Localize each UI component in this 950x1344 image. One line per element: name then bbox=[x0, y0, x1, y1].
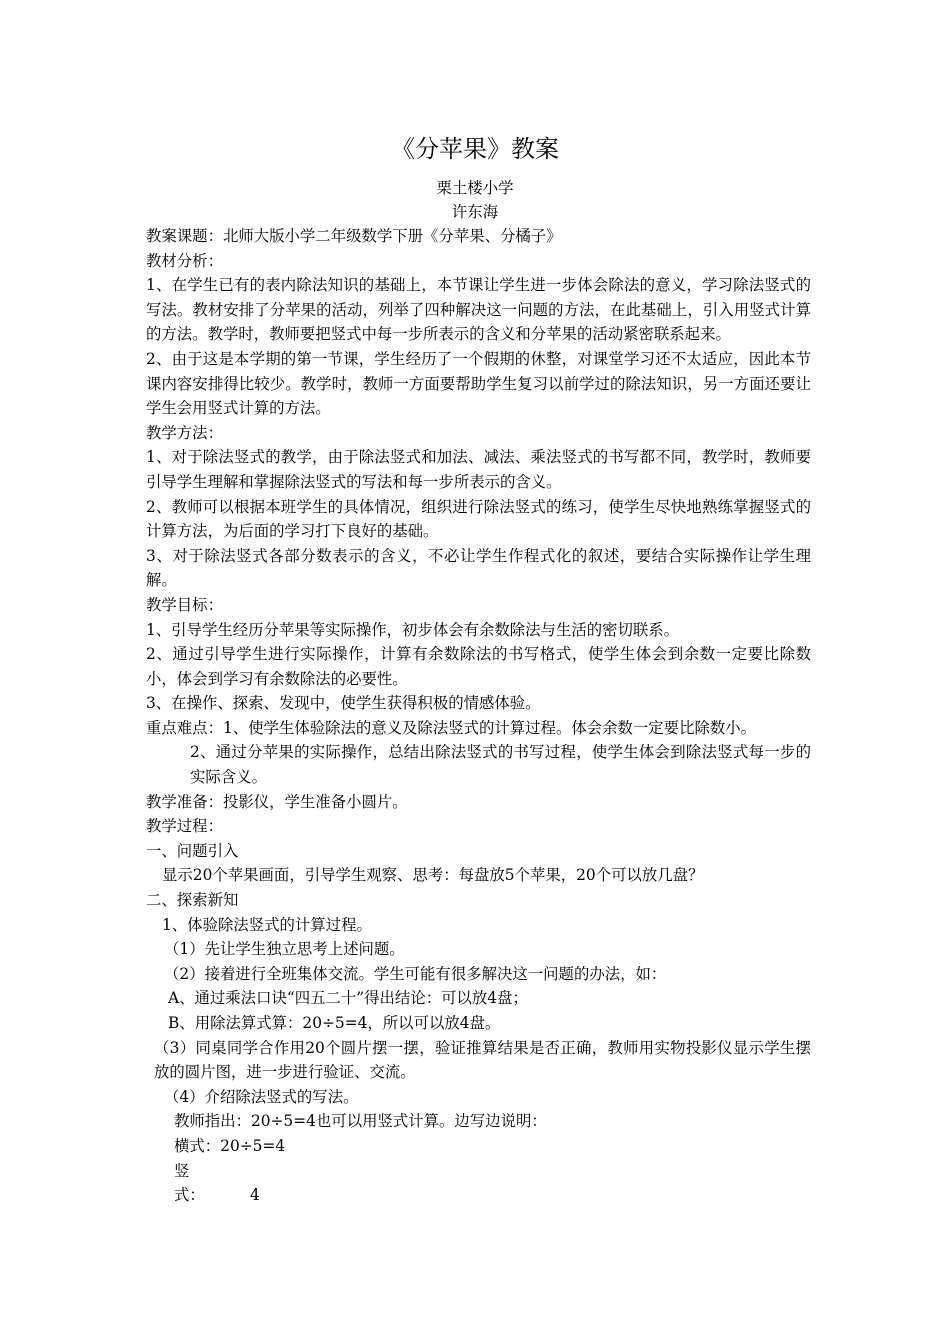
paragraph: 教学准备：投影仪，学生准备小圆片。 bbox=[146, 792, 408, 811]
paragraph: （2）接着进行全班集体交流。学生可能有很多解决这一问题的办法，如： bbox=[164, 964, 667, 983]
paragraph: 1、对于除法竖式的教学，由于除法竖式和加法、减法、乘法竖式的书写都不同，教学时，教师要引导学生理解和掌握除法竖式的写法和每一步所表示的含义。 bbox=[146, 448, 811, 491]
section-heading: 教学过程： bbox=[146, 817, 223, 836]
paragraph: （4）介绍除法竖式的写法。 bbox=[164, 1087, 359, 1106]
section-heading: 一、问题引入 bbox=[146, 841, 239, 860]
document-title: 《分苹果》教案 bbox=[391, 135, 559, 163]
paragraph: 教师指出：20÷5=4也可以用竖式计算。边写边说明： bbox=[174, 1112, 547, 1131]
paragraph: 1、引导学生经历分苹果等实际操作，初步体会有余数除法与生活的密切联系。 bbox=[146, 620, 680, 639]
paragraph: 2、由于这是本学期的第一节课，学生经历了一个假期的休整，对课堂学习还不太适应，因此本节课内容安排得比较少。教学时，教师一方面要帮助学生复习以前学过的除法知识，另一方面还要让学生会用竖式计算的方法。 bbox=[146, 349, 811, 418]
vertical-label: 竖式： bbox=[174, 1161, 205, 1205]
paragraph: 2、教师可以根据本班学生的具体情况，组织进行除法竖式的练习，使学生尽快地熟练掌握竖式的计算方法，为后面的学习打下良好的基础。 bbox=[146, 497, 811, 541]
lesson-topic: 教案课题：北师大版小学二年级数学下册《分苹果、分橘子》 bbox=[146, 227, 562, 245]
paragraph: 2、通过分苹果的实际操作，总结出除法竖式的书写过程，使学生体会到除法竖式每一步的实际含义。 bbox=[190, 743, 811, 787]
school-name: 栗土楼小学 bbox=[436, 179, 514, 197]
document-body bbox=[146, 224, 811, 1208]
paragraph: （3）同桌同学合作用20个圆片摆一摆，验证推算结果是否正确，教师用实物投影仪显示学生摆放的圆片图，进一步进行验证、交流。 bbox=[154, 1038, 811, 1082]
paragraph: 重点难点：1、使学生体验除法的意义及除法竖式的计算过程。体会余数一定要比除数小。 bbox=[146, 718, 757, 737]
paragraph: B、用除法算式算：20÷5=4，所以可以放4盘。 bbox=[168, 1014, 501, 1032]
paragraph: 1、在学生已有的表内除法知识的基础上，本节课让学生进一步体会除法的意义，学习除法竖式的写法。教材安排了分苹果的活动，列举了四种解决这一问题的方法，在此基础上，引入用竖式计算的方法。教学时，教师要把竖式中每一步所表示的含义和分苹果的活动紧密联系起来。 bbox=[146, 276, 811, 344]
paragraph: 横式：20÷5=4 bbox=[174, 1136, 286, 1155]
paragraph: 3、在操作、探索、发现中，使学生获得积极的情感体验。 bbox=[146, 694, 541, 713]
section-heading: 二、探索新知 bbox=[146, 891, 239, 910]
paragraph: 2、通过引导学生进行实际操作，计算有余数除法的书写格式，使学生体会到余数一定要比除数小，体会到学习有余数除法的必要性。 bbox=[146, 645, 811, 688]
author-name: 许东海 bbox=[451, 203, 499, 221]
paragraph bbox=[146, 1159, 811, 1208]
paragraph: 显示20个苹果画面，引导学生观察、思考：每盘放5个苹果，20个可以放几盘？ bbox=[162, 866, 704, 885]
paragraph: （1）先让学生独立思考上述问题。 bbox=[164, 940, 405, 959]
section-heading: 教学方法： bbox=[146, 423, 223, 442]
paragraph: 1、体验除法竖式的计算过程。 bbox=[162, 915, 372, 934]
vertical-quotient: 4 bbox=[250, 1186, 260, 1205]
section-heading: 教学目标： bbox=[146, 595, 223, 614]
section-heading: 教材分析： bbox=[146, 251, 223, 270]
paragraph: 3、对于除法竖式各部分数表示的含义，不必让学生作程式化的叙述，要结合实际操作让学生理解。 bbox=[146, 546, 811, 590]
paragraph: A、通过乘法口诀“四五二十”得出结论：可以放4盘； bbox=[168, 989, 528, 1008]
